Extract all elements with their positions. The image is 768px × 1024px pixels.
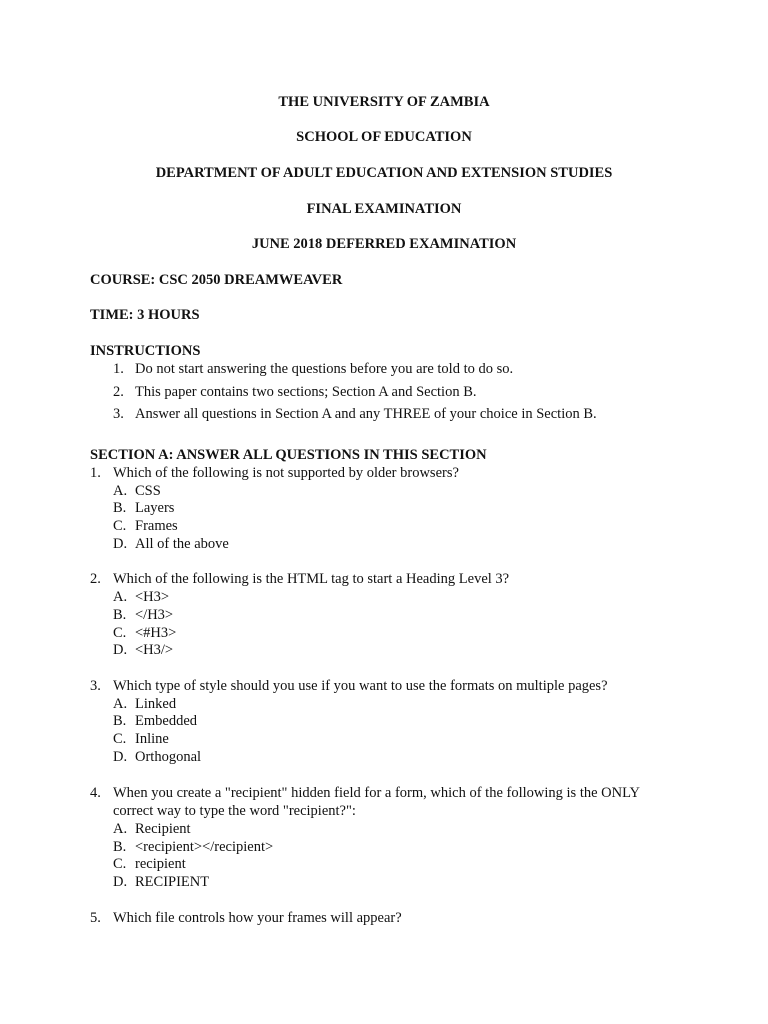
option-letter: A. [113,696,128,712]
question-text-continued: correct way to type the word "recipient?": [113,803,356,819]
option-text: <H3/> [135,642,174,658]
option-text: <recipient></recipient> [135,839,274,855]
section-a-heading: SECTION A: ANSWER ALL QUESTIONS IN THIS SECTION [90,447,487,463]
option-text: </H3> [135,607,174,623]
option-text: Layers [135,500,175,516]
option-text: <H3> [135,589,170,605]
instruction-number: 2. [113,384,124,400]
question-number: 5. [90,910,101,926]
option-letter: B. [113,713,127,729]
option-text: Frames [135,518,178,534]
question-number: 2. [90,571,101,587]
exam-session-title: JUNE 2018 DEFERRED EXAMINATION [251,236,517,252]
option-letter: C. [113,518,127,534]
option-letter: D. [113,874,128,890]
option-letter: B. [113,500,127,516]
department-title: DEPARTMENT OF ADULT EDUCATION AND EXTENSION STUDIES [155,165,613,181]
option-text: Embedded [135,713,198,729]
instruction-text: Do not start answering the questions before you are told to do so. [135,361,514,377]
question-text: Which type of style should you use if you want to use the formats on multiple pages? [113,678,608,694]
option-text: Linked [135,696,177,712]
option-letter: A. [113,821,128,837]
question-text: Which of the following is not supported by older browsers? [113,465,459,481]
option-text: CSS [135,483,161,499]
time-line: TIME: 3 HOURS [90,307,200,323]
instruction-text: This paper contains two sections; Section A and Section B. [135,384,477,400]
option-letter: A. [113,483,128,499]
instruction-number: 1. [113,361,124,377]
option-text: Recipient [135,821,191,837]
question-text: When you create a "recipient" hidden field for a form, which of the following is the ONLY [113,785,640,801]
option-letter: A. [113,589,128,605]
option-text: RECIPIENT [135,874,210,890]
option-text: <#H3> [135,625,177,641]
question-number: 4. [90,785,101,801]
instruction-text: Answer all questions in Section A and any THREE of your choice in Section B. [135,406,597,422]
question-number: 1. [90,465,101,481]
question-number: 3. [90,678,101,694]
exam-type-title: FINAL EXAMINATION [306,201,462,217]
option-letter: D. [113,749,128,765]
instruction-number: 3. [113,406,124,422]
course-line: COURSE: CSC 2050 DREAMWEAVER [90,272,343,288]
option-letter: C. [113,731,127,747]
option-text: Orthogonal [135,749,202,765]
option-letter: C. [113,856,127,872]
option-text: Inline [135,731,169,747]
option-text: recipient [135,856,186,872]
school-title: SCHOOL OF EDUCATION [296,129,472,145]
option-letter: C. [113,625,127,641]
instructions-heading: INSTRUCTIONS [90,343,201,359]
option-text: All of the above [135,536,229,552]
option-letter: B. [113,607,127,623]
university-title: THE UNIVERSITY OF ZAMBIA [278,94,490,110]
question-text: Which of the following is the HTML tag to start a Heading Level 3? [113,571,510,587]
question-text: Which file controls how your frames will appear? [113,910,402,926]
option-letter: B. [113,839,127,855]
option-letter: D. [113,642,128,658]
option-letter: D. [113,536,128,552]
